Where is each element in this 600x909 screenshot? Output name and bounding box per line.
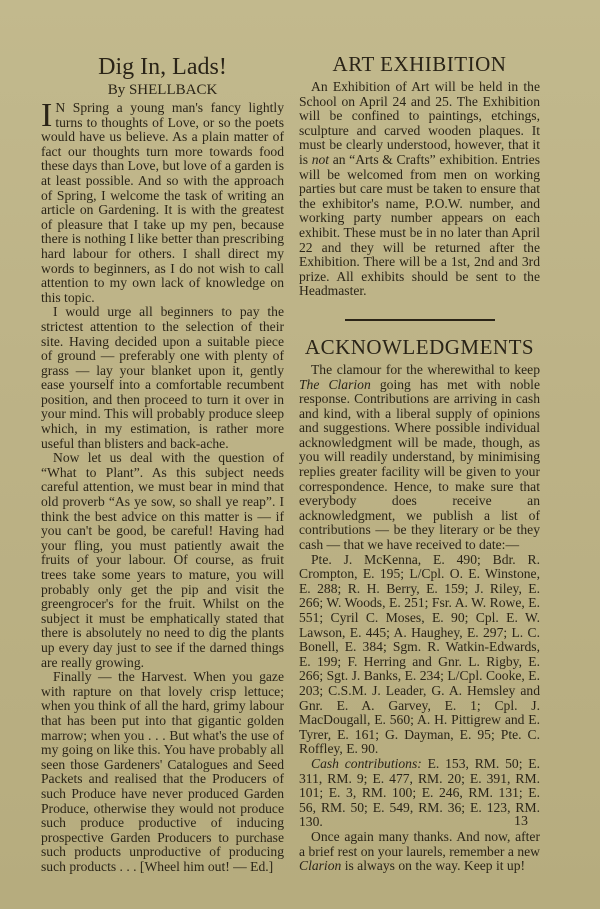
cash-contributions: [299, 757, 540, 830]
ack-text-emphasis: The Clarion: [299, 376, 371, 392]
art-exhibition-heading: ART EXHIBITION: [332, 52, 507, 76]
closing-text-emphasis: Clarion: [299, 858, 342, 874]
article-paragraph-3: Now let us deal with the question of “What to Plant”. As this subject needs careful attention, we must bear in mind that old proverb “As ye sow, so shall ye reap”. I think the best advice on this matter is — if you can't be good, be careful! Having had your fling, you must patiently await the fruits of your labour. Of course, as fruit trees take some years to mature, you will probably only get the pip and visit the greengrocer's for the fruit. Whilst on the subject it must be emphatically stated that there is absolutely no need to dig the plants up every day just to see if the darned things are really growing.: [41, 450, 284, 670]
cash-text: E. 153, RM. 50; E. 311, RM. 9; E. 477, RM. 20; E. 391, RM. 101; E. 3, RM. 100; E. 246, RM. 131; E. 56, RM. 50; E. 549, RM. 36; E. 123, RM. 130.: [299, 755, 540, 830]
art-text-2: an “Arts & Crafts” exhibition. Entries will be welcomed from men on working parties but care must be taken to ensure that the exhibitor's name, P.O.W. number, and working party number appears on each exhibit. These must be in no later than April 22 and they will be returned after the Exhibition. There will be a 1st, 2nd and 3rd prize. All exhibits should be sent to the Headmaster.: [299, 151, 540, 299]
article-byline: By SHELLBACK: [107, 82, 218, 98]
closing-text-2: is always on the way. Keep it up!: [341, 858, 526, 874]
acknowledgments-paragraph: [299, 363, 540, 553]
closing-text-1: Once again many thanks. And now, after a brief rest on your laurels, remember a new: [299, 828, 540, 859]
left-column: [41, 40, 284, 874]
drop-cap: I: [41, 97, 53, 134]
page-number: 13: [514, 814, 528, 829]
article-paragraph-1-text: N Spring a young man's fancy lightly turns to thoughts of Love, or so the poets would have us believe. As a plain matter of fact our thoughts turn more towards food these days than Love, but love of a garden is at least possible. And so with the approach of Spring, I welcome the task of writing an article on Gardening. It is with the greatest of pleasure that I take up my pen, because there is nothing I like better than prescribing hard labour for others. I shall direct my words to beginners, as I do not wish to call attention to my own lack of knowledge on this topic.: [41, 100, 284, 305]
article-paragraph-4: Finally — the Harvest. When you gaze with rapture on that lovely crisp lettuce; when you think of all the hard, grimy labour that has been put into that gigantic golden marrow; when you . . . But what's the use of my going on like this. You have probably all seen those Gardeners' Catalogues and Seed Packets and realised that the Producers of such Produce have never produced Garden Produce, otherwise they would not produce such produce productive of inducing prospective Garden Producers to purchase such products unproductive of producing such products . . . [Wheel him out! — Ed.]: [41, 669, 284, 874]
closing-paragraph: [299, 830, 540, 874]
article-paragraph-2: I would urge all beginners to pay the strictest attention to the selection of their site. Having decided upon a suitable piece of ground — preferably one with plenty of grass — lay your blanket upon it, gently ease yourself into a comfortable recumbent position, and then proceed to turn it over in your mind. This will probably produce sleep which, in my estimation, is rather more useful than blisters and back-ache.: [41, 304, 284, 451]
article-paragraph-1: [41, 97, 284, 305]
ack-text-2: going has met with noble response. Contributions are arriving in cash and kind, with a liberal supply of opinions and suggestions. Where possible individual acknowledgment will be made, though, as you will readily understand, by minimising replies greater facility will be given to your correspondence. Hence, to make sure that everybody does receive an acknowledgment, we publish a list of contributions — be they literary or be they cash — that we have received to date:—: [299, 376, 540, 553]
article-title: Dig In, Lads!: [98, 54, 227, 80]
right-column: [299, 40, 540, 874]
contributors-list: Pte. J. McKenna, E. 490; Bdr. R. Crompton, E. 195; L/Cpl. O. E. Winstone, E. 288; R. H. Berry, E. 159; J. Riley, E. 266; W. Woods, E. 251; Fsr. A. W. Rowe, E. 551; Cyril C. Moses, E. 90; Cpl. E. W. Lawson, E. 445; A. Haughey, E. 297; L. C. Bonell, E. 384; Sgm. R. Watkin-Edwards, E. 199; F. Herring and Gnr. L. Rigby, E. 266; Sgt. J. Banks, E. 234; L/Cpl. Cooke, E. 203; C.S.M. J. Leader, G. A. Hemsley and Gnr. E. A. Garvey, E. 1; Cpl. J. MacDougall, E. 560; A. H. Pittigrew and E. Tyrer, E. 161; G. Dayman, E. 95; Pte. C. Roffley, E. 90.: [299, 551, 540, 757]
cash-label: Cash contributions:: [311, 755, 422, 771]
art-text-1: An Exhibition of Art will be held in the School on April 24 and 25. The Exhibition will be confined to paintings, etchings, sculpture and carved wooden plaques. It must be clearly understood, however, that it is: [299, 79, 540, 167]
art-text-emphasis: not: [311, 151, 330, 167]
acknowledgments-heading: ACKNOWLEDGMENTS: [304, 334, 535, 359]
art-exhibition-paragraph: [299, 80, 540, 299]
ack-text-1: The clamour for the wherewithal to keep: [311, 361, 540, 377]
section-divider: [345, 319, 495, 321]
